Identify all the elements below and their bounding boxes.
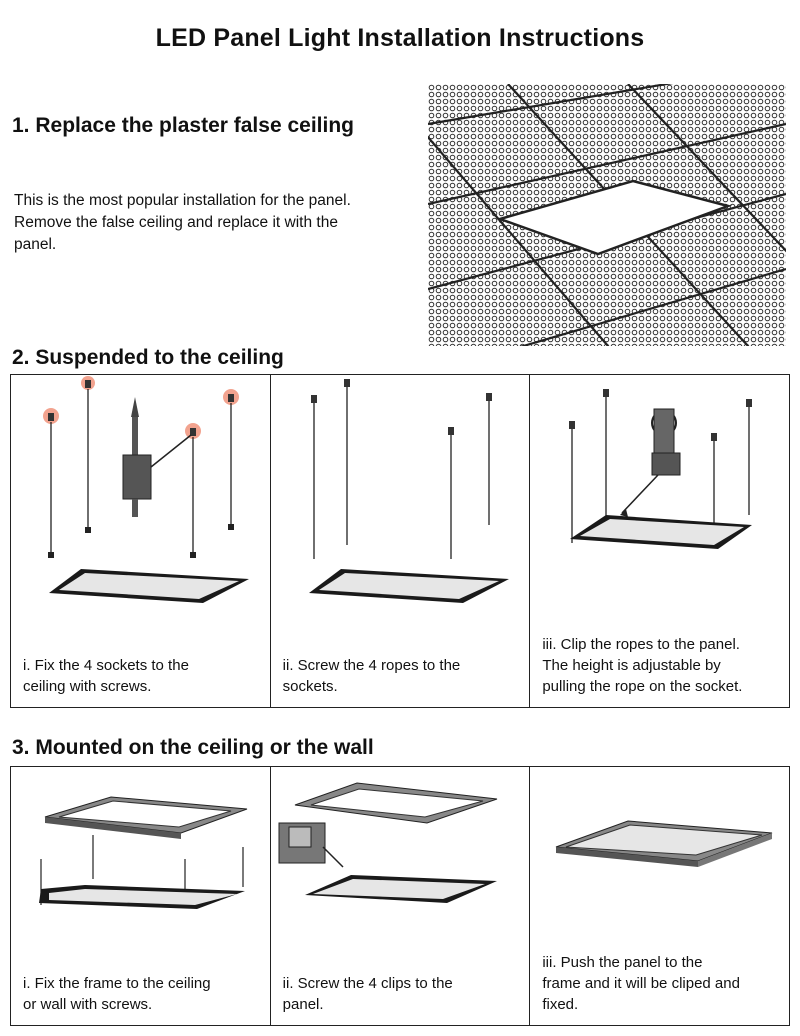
section-3-heading: 3. Mounted on the ceiling or the wall	[12, 736, 374, 759]
step-caption	[283, 973, 522, 1015]
caption-line: ceiling with screws.	[23, 678, 152, 695]
page-title: LED Panel Light Installation Instructions	[155, 24, 645, 52]
description-line: Remove the false ceiling and replace it with the	[14, 214, 338, 231]
mounted-steps-table	[10, 766, 790, 1026]
suspended-step-2	[270, 375, 530, 707]
mounted-step-1	[11, 767, 270, 1025]
step-caption	[542, 634, 781, 697]
description-line: This is the most popular installation for the panel.	[14, 192, 351, 209]
suspended-steps-table	[10, 374, 790, 708]
caption-line: sockets.	[282, 678, 338, 695]
section-1-heading: 1. Replace the plaster false ceiling	[12, 114, 354, 137]
suspended-step-3	[529, 375, 789, 707]
caption-line: ii. Screw the 4 ropes to the	[282, 657, 461, 674]
caption-line: iii. Push the panel to the	[542, 954, 703, 971]
caption-line: iii. Clip the ropes to the panel.	[542, 636, 740, 653]
caption-line: fixed.	[542, 996, 579, 1013]
caption-line: i. Fix the 4 sockets to the	[23, 657, 189, 674]
step-caption	[542, 952, 781, 1015]
section-2-heading: 2. Suspended to the ceiling	[12, 346, 284, 369]
caption-line: ii. Screw the 4 clips to the	[282, 975, 453, 992]
caption-line: The height is adjustable by	[542, 657, 721, 674]
section-1-description	[14, 190, 414, 256]
caption-line: pulling the rope on the socket.	[542, 678, 743, 695]
caption-line: or wall with screws.	[23, 996, 153, 1013]
description-line: panel.	[14, 236, 57, 253]
caption-line: frame and it will be cliped and	[542, 975, 740, 992]
suspended-step-1	[11, 375, 270, 707]
step-caption	[283, 655, 522, 697]
step-caption	[23, 973, 262, 1015]
caption-line: panel.	[282, 996, 324, 1013]
mounted-step-2	[270, 767, 530, 1025]
step-caption	[23, 655, 262, 697]
false-ceiling-illustration	[428, 84, 786, 346]
mounted-step-3	[529, 767, 789, 1025]
caption-line: i. Fix the frame to the ceiling	[23, 975, 211, 992]
